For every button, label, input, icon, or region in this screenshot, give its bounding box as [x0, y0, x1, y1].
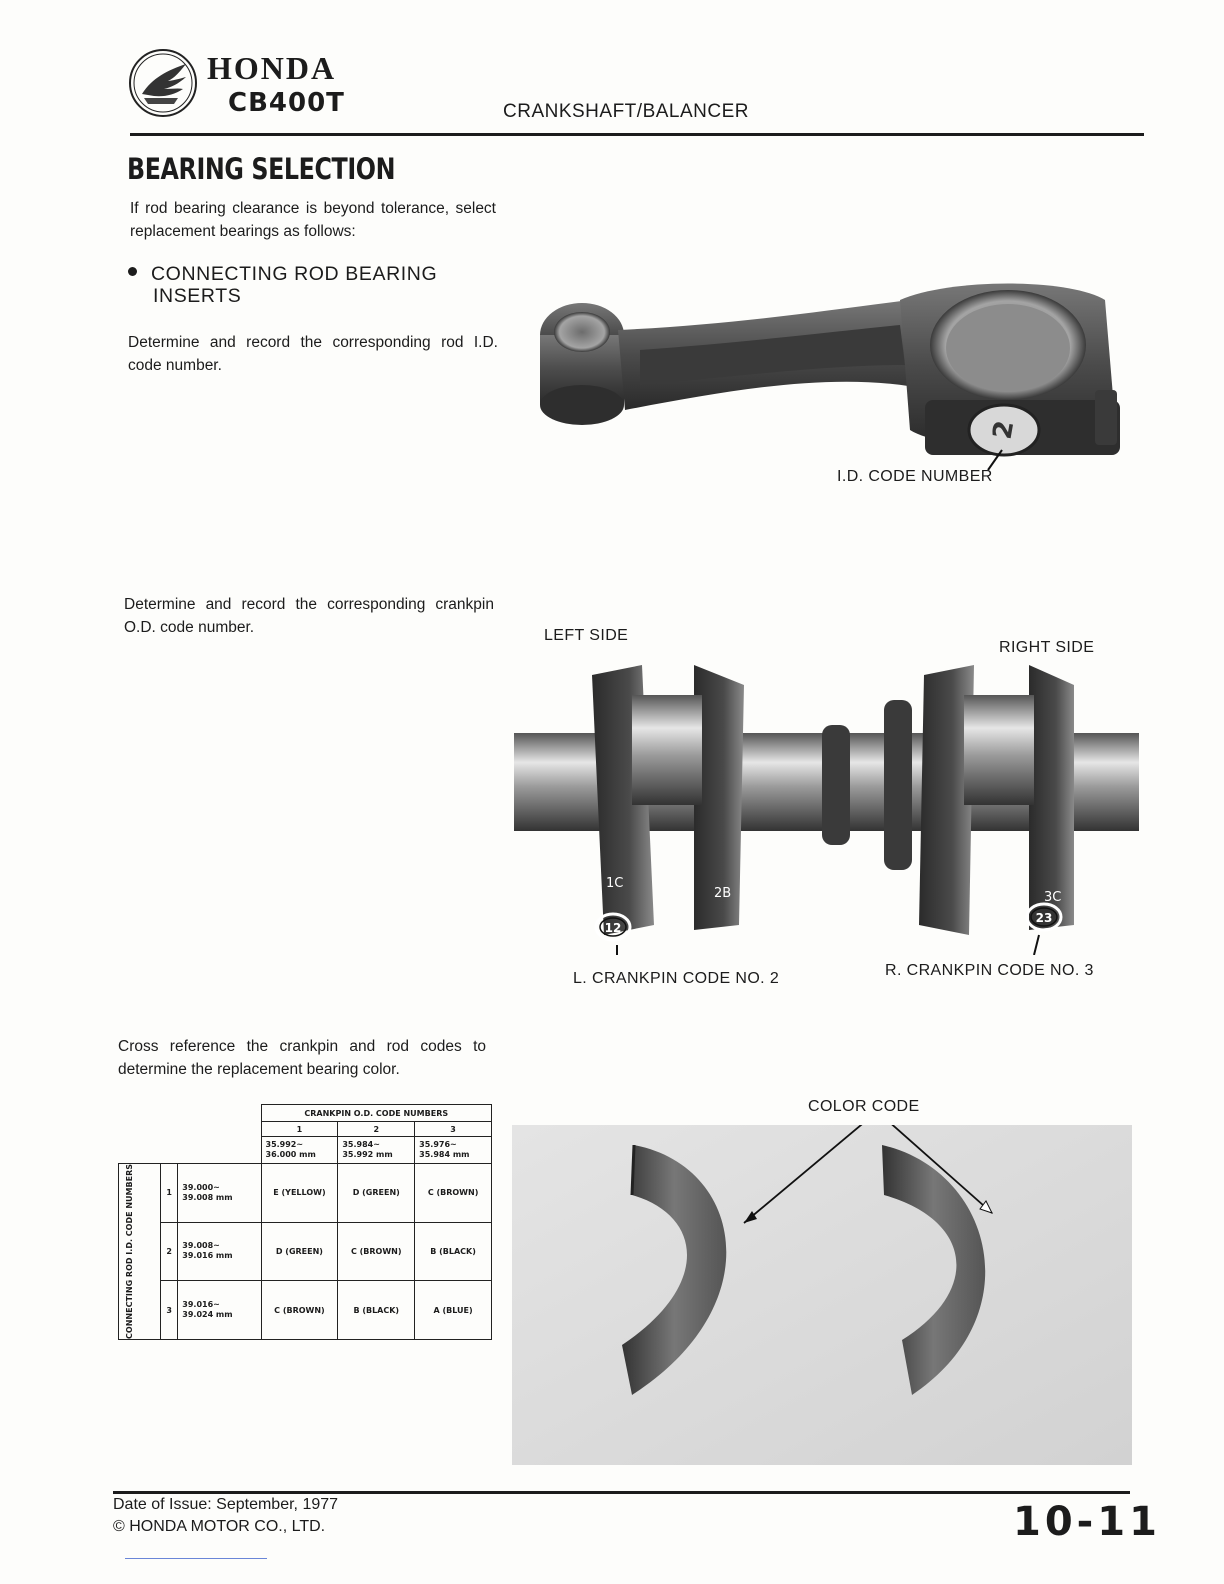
web-mark-3c: 3C	[1044, 890, 1062, 905]
web-mark-23: 23	[1035, 911, 1053, 925]
table-col-header: CRANKPIN O.D. CODE NUMBERS	[261, 1105, 492, 1122]
table-cell: A (BLUE)	[415, 1281, 492, 1340]
web-mark-12: 12	[604, 921, 622, 935]
bearing-selection-table	[118, 1104, 492, 1340]
table-row	[119, 1281, 492, 1340]
copyright: © HONDA MOTOR CO., LTD.	[113, 1518, 326, 1535]
footer-rule	[113, 1491, 1130, 1494]
section-title: CRANKSHAFT/BALANCER	[503, 101, 749, 122]
crankshaft-photo	[514, 655, 1139, 955]
connecting-rod-photo	[530, 270, 1150, 495]
model-name: CB400T	[228, 88, 345, 118]
page-number: 10-11	[1013, 1499, 1161, 1545]
bearing-shells-photo	[512, 1125, 1132, 1465]
date-of-issue: Date of Issue: September, 1977	[113, 1496, 339, 1513]
table-cell: C (BROWN)	[261, 1281, 338, 1340]
table-row-range: 39.016~ 39.024 mm	[178, 1281, 261, 1340]
table-cell: D (GREEN)	[261, 1222, 338, 1281]
step-crankpin-code-text: Determine and record the corresponding crankpin O.D. code number.	[124, 596, 494, 636]
scan-artifact-line	[125, 1558, 267, 1559]
table-row	[119, 1222, 492, 1281]
bullet-line-1: CONNECTING ROD BEARING	[151, 263, 438, 285]
brand-name: HONDA	[207, 50, 337, 86]
table-row-header: CONNECTING ROD I.D. CODE NUMBERS	[119, 1164, 161, 1340]
table-cell: B (BLACK)	[415, 1222, 492, 1281]
intro-text: If rod bearing clearance is beyond tolerance, select replacement bearings as follows:	[130, 200, 496, 240]
rod-id-code-mark: 2	[987, 418, 1021, 442]
table-col-range: 35.976~ 35.984 mm	[415, 1137, 492, 1164]
left-crankpin-caption: L. CRANKPIN CODE NO. 2	[573, 970, 780, 987]
table-col-code: 2	[338, 1122, 415, 1137]
web-mark-2b: 2B	[714, 886, 732, 901]
table-row-code: 1	[161, 1164, 178, 1223]
table-row-code: 2	[161, 1222, 178, 1281]
honda-wing-emblem	[128, 48, 198, 118]
page-heading: BEARING SELECTION	[127, 152, 396, 186]
id-code-number-caption: I.D. CODE NUMBER	[837, 468, 993, 485]
right-side-label: RIGHT SIDE	[999, 639, 1095, 656]
bullet-dot-icon	[128, 267, 137, 276]
table-row-range: 39.000~ 39.008 mm	[178, 1164, 261, 1223]
table-col-range: 35.984~ 35.992 mm	[338, 1137, 415, 1164]
table-col-code: 1	[261, 1122, 338, 1137]
bullet-line-2: INSERTS	[153, 285, 242, 307]
table-row	[119, 1164, 492, 1223]
table-cell: B (BLACK)	[338, 1281, 415, 1340]
table-cell: C (BROWN)	[338, 1222, 415, 1281]
table-cell: D (GREEN)	[338, 1164, 415, 1223]
table-cell: C (BROWN)	[415, 1164, 492, 1223]
table-row-code: 3	[161, 1281, 178, 1340]
web-mark-1c: 1C	[606, 876, 624, 891]
table-col-range: 35.992~ 36.000 mm	[261, 1137, 338, 1164]
color-code-caption: COLOR CODE	[808, 1098, 920, 1115]
table-col-code: 3	[415, 1122, 492, 1137]
left-side-label: LEFT SIDE	[544, 627, 629, 644]
step-cross-reference-text: Cross reference the crankpin and rod codes to determine the replacement bearing color.	[118, 1038, 486, 1078]
header-rule	[130, 133, 1144, 136]
table-row-range: 39.008~ 39.016 mm	[178, 1222, 261, 1281]
bullet-heading	[128, 263, 437, 307]
table-cell: E (YELLOW)	[261, 1164, 338, 1223]
step-rod-code-text: Determine and record the corresponding rod I.D. code number.	[128, 334, 498, 374]
right-crankpin-caption: R. CRANKPIN CODE NO. 3	[885, 962, 1094, 979]
